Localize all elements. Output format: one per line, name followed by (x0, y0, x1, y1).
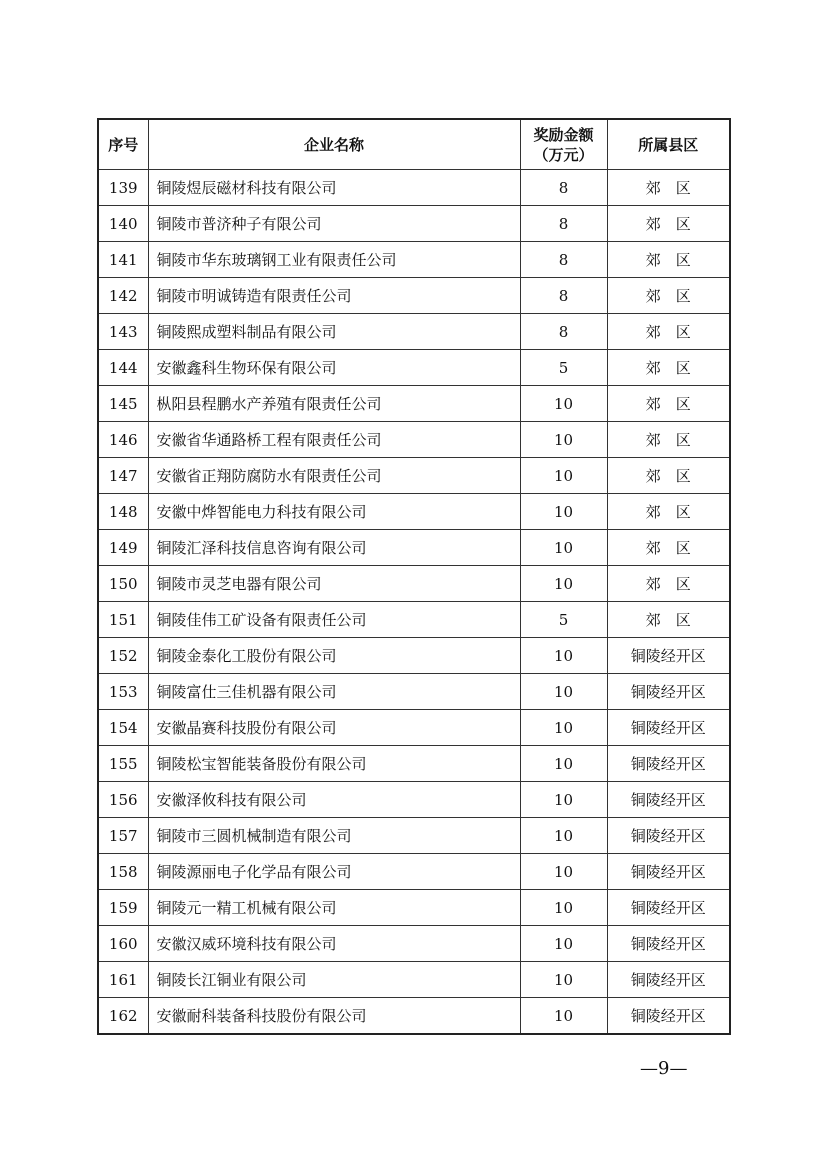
header-district: 所属县区 (607, 119, 730, 170)
cell-amount: 10 (520, 638, 607, 674)
table-row (98, 206, 730, 242)
cell-district: 郊 区 (607, 566, 730, 602)
cell-district: 铜陵经开区 (607, 890, 730, 926)
cell-amount: 8 (520, 278, 607, 314)
cell-seq: 156 (98, 782, 148, 818)
cell-seq: 160 (98, 926, 148, 962)
header-reward-amount (520, 119, 607, 170)
cell-company: 铜陵市三圆机械制造有限公司 (148, 818, 520, 854)
cell-company: 安徽泽攸科技有限公司 (148, 782, 520, 818)
cell-amount: 10 (520, 746, 607, 782)
cell-seq: 150 (98, 566, 148, 602)
table-row (98, 782, 730, 818)
cell-amount: 10 (520, 530, 607, 566)
table-row (98, 746, 730, 782)
table-row (98, 314, 730, 350)
table-row (98, 458, 730, 494)
table-row (98, 962, 730, 998)
cell-district: 郊 区 (607, 242, 730, 278)
cell-amount: 10 (520, 926, 607, 962)
table-row (98, 602, 730, 638)
table-row (98, 638, 730, 674)
cell-company: 铜陵煜辰磁材科技有限公司 (148, 170, 520, 206)
table-row (98, 422, 730, 458)
cell-seq: 149 (98, 530, 148, 566)
cell-district: 郊 区 (607, 422, 730, 458)
cell-district: 郊 区 (607, 278, 730, 314)
cell-seq: 158 (98, 854, 148, 890)
table-row (98, 674, 730, 710)
cell-amount: 8 (520, 242, 607, 278)
cell-company: 安徽鑫科生物环保有限公司 (148, 350, 520, 386)
cell-amount: 10 (520, 494, 607, 530)
cell-amount: 10 (520, 818, 607, 854)
table-header-row (98, 119, 730, 170)
cell-district: 铜陵经开区 (607, 854, 730, 890)
cell-amount: 10 (520, 458, 607, 494)
table-row (98, 998, 730, 1035)
table-row (98, 818, 730, 854)
cell-seq: 145 (98, 386, 148, 422)
cell-company: 铜陵松宝智能装备股份有限公司 (148, 746, 520, 782)
cell-amount: 10 (520, 710, 607, 746)
cell-district: 郊 区 (607, 602, 730, 638)
cell-district: 郊 区 (607, 386, 730, 422)
cell-seq: 161 (98, 962, 148, 998)
cell-amount: 5 (520, 602, 607, 638)
cell-district: 郊 区 (607, 458, 730, 494)
table-row (98, 242, 730, 278)
table-row (98, 278, 730, 314)
cell-seq: 148 (98, 494, 148, 530)
cell-company: 铜陵长江铜业有限公司 (148, 962, 520, 998)
cell-district: 郊 区 (607, 350, 730, 386)
cell-amount: 8 (520, 170, 607, 206)
cell-seq: 144 (98, 350, 148, 386)
cell-company: 枞阳县程鹏水产养殖有限责任公司 (148, 386, 520, 422)
header-reward-line2: （万元） (533, 145, 594, 164)
cell-amount: 10 (520, 890, 607, 926)
table-row (98, 386, 730, 422)
cell-amount: 10 (520, 674, 607, 710)
header-reward-line1: 奖励金额 (533, 125, 594, 144)
cell-district: 郊 区 (607, 206, 730, 242)
cell-seq: 152 (98, 638, 148, 674)
cell-district: 郊 区 (607, 314, 730, 350)
cell-seq: 147 (98, 458, 148, 494)
reward-table (97, 118, 731, 1035)
cell-amount: 8 (520, 206, 607, 242)
cell-district: 铜陵经开区 (607, 998, 730, 1035)
cell-seq: 140 (98, 206, 148, 242)
cell-amount: 10 (520, 782, 607, 818)
table-row (98, 350, 730, 386)
cell-company: 铜陵熙成塑料制品有限公司 (148, 314, 520, 350)
table-row (98, 170, 730, 206)
cell-district: 郊 区 (607, 530, 730, 566)
header-company: 企业名称 (148, 119, 520, 170)
cell-company: 铜陵金泰化工股份有限公司 (148, 638, 520, 674)
cell-district: 郊 区 (607, 494, 730, 530)
table-row (98, 890, 730, 926)
cell-company: 铜陵佳伟工矿设备有限责任公司 (148, 602, 520, 638)
cell-amount: 10 (520, 854, 607, 890)
cell-amount: 10 (520, 386, 607, 422)
cell-amount: 10 (520, 998, 607, 1035)
cell-amount: 5 (520, 350, 607, 386)
cell-amount: 10 (520, 566, 607, 602)
table-row (98, 530, 730, 566)
table-row (98, 710, 730, 746)
cell-seq: 146 (98, 422, 148, 458)
cell-district: 铜陵经开区 (607, 926, 730, 962)
cell-company: 安徽中烨智能电力科技有限公司 (148, 494, 520, 530)
cell-company: 铜陵元一精工机械有限公司 (148, 890, 520, 926)
cell-company: 铜陵市明诚铸造有限责任公司 (148, 278, 520, 314)
cell-amount: 10 (520, 962, 607, 998)
cell-district: 铜陵经开区 (607, 818, 730, 854)
table-row (98, 926, 730, 962)
table-row (98, 494, 730, 530)
cell-amount: 10 (520, 422, 607, 458)
cell-amount: 8 (520, 314, 607, 350)
cell-company: 铜陵汇泽科技信息咨询有限公司 (148, 530, 520, 566)
cell-company: 安徽省正翔防腐防水有限责任公司 (148, 458, 520, 494)
cell-seq: 154 (98, 710, 148, 746)
cell-company: 安徽晶赛科技股份有限公司 (148, 710, 520, 746)
cell-company: 铜陵市普济种子有限公司 (148, 206, 520, 242)
cell-seq: 153 (98, 674, 148, 710)
cell-company: 安徽耐科装备科技股份有限公司 (148, 998, 520, 1035)
cell-seq: 162 (98, 998, 148, 1035)
cell-district: 铜陵经开区 (607, 710, 730, 746)
cell-seq: 142 (98, 278, 148, 314)
cell-seq: 139 (98, 170, 148, 206)
cell-district: 郊 区 (607, 170, 730, 206)
cell-seq: 155 (98, 746, 148, 782)
table-row (98, 854, 730, 890)
cell-seq: 157 (98, 818, 148, 854)
cell-seq: 143 (98, 314, 148, 350)
cell-district: 铜陵经开区 (607, 674, 730, 710)
cell-seq: 159 (98, 890, 148, 926)
cell-company: 铜陵市华东玻璃钢工业有限责任公司 (148, 242, 520, 278)
cell-company: 铜陵富仕三佳机器有限公司 (148, 674, 520, 710)
header-seq: 序号 (98, 119, 148, 170)
table-row (98, 566, 730, 602)
cell-district: 铜陵经开区 (607, 746, 730, 782)
cell-district: 铜陵经开区 (607, 962, 730, 998)
cell-company: 铜陵市灵芝电器有限公司 (148, 566, 520, 602)
cell-seq: 151 (98, 602, 148, 638)
cell-company: 铜陵源丽电子化学品有限公司 (148, 854, 520, 890)
cell-company: 安徽汉威环境科技有限公司 (148, 926, 520, 962)
cell-company: 安徽省华通路桥工程有限责任公司 (148, 422, 520, 458)
cell-district: 铜陵经开区 (607, 782, 730, 818)
cell-seq: 141 (98, 242, 148, 278)
page-number: —9— (640, 1058, 688, 1079)
cell-district: 铜陵经开区 (607, 638, 730, 674)
